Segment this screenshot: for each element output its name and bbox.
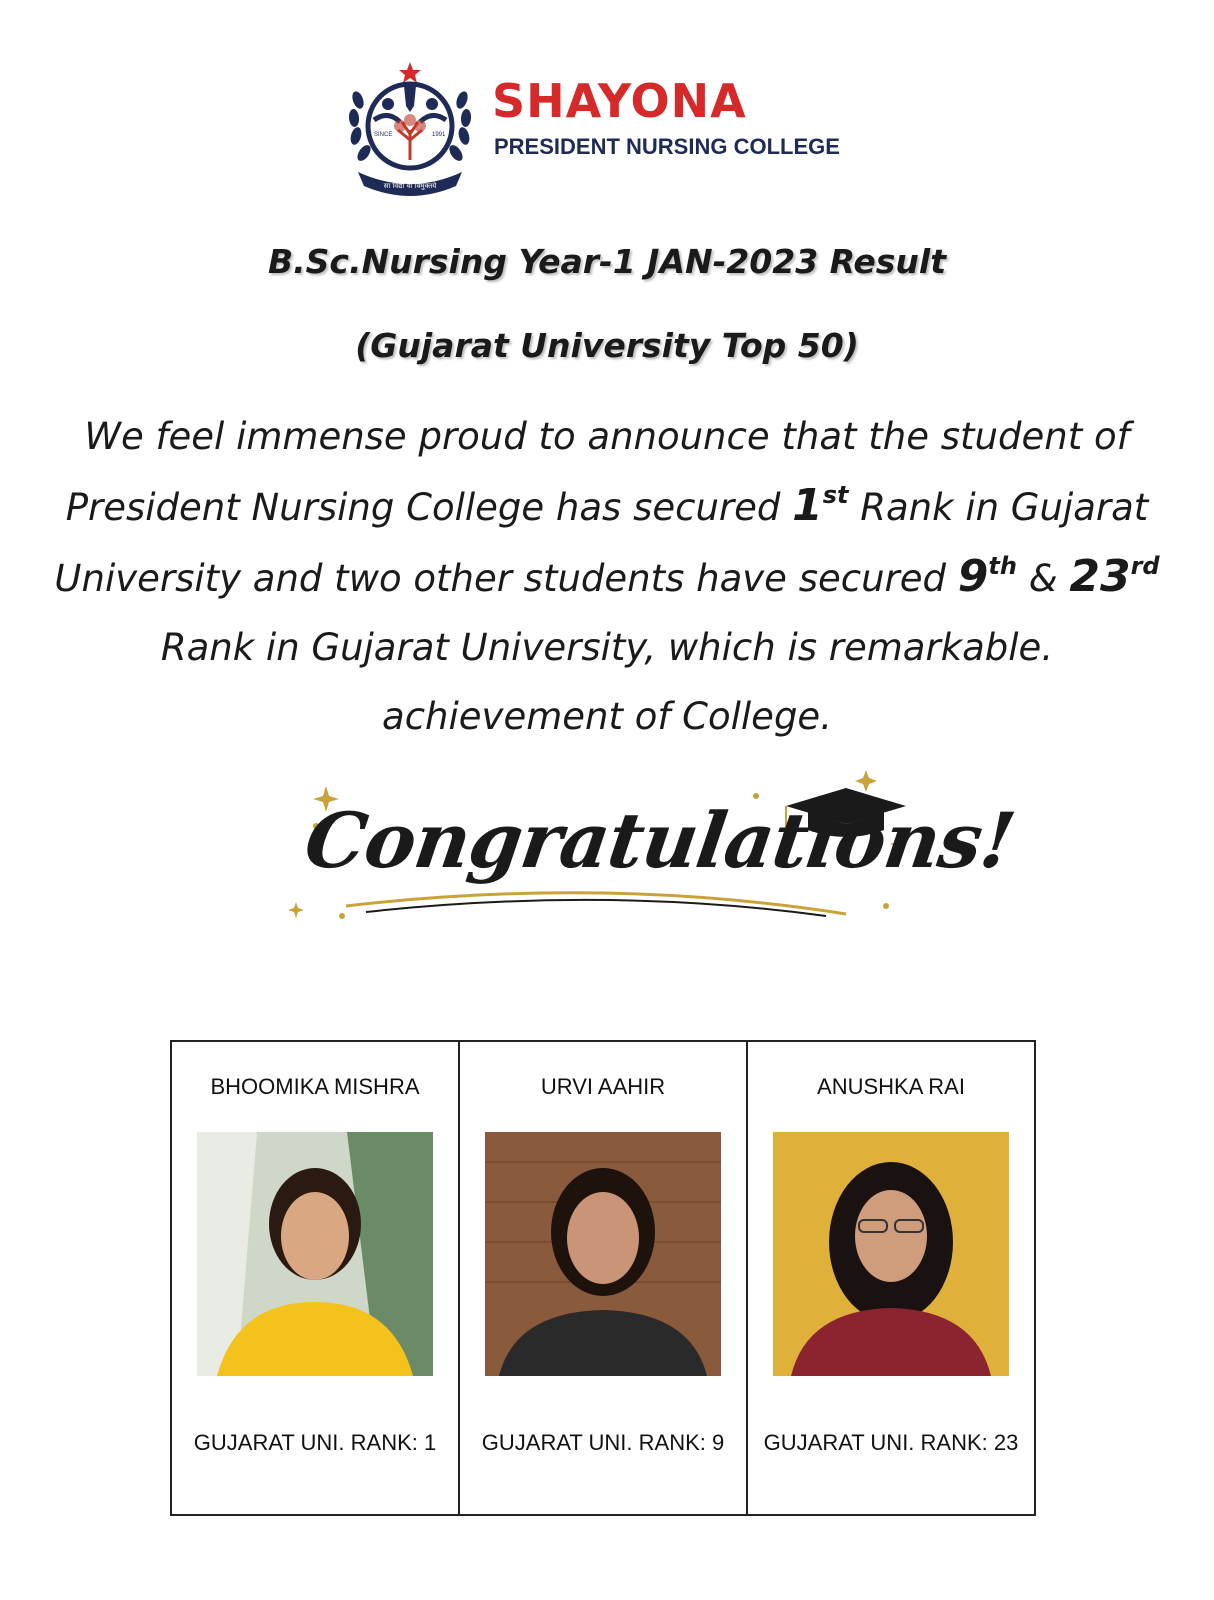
announcement-paragraph: We feel immense proud to announce that the student of President Nursing College has secured 1st Rank in Gujarat University and two other students have secured 9th & 23rd Rank in Gujarat University, which is remarkable. achievement of College.: [54, 415, 1160, 738]
student-photo: [197, 1132, 433, 1376]
college-header: [344, 60, 840, 200]
congratulations-text: Congratulations!: [299, 796, 1020, 885]
student-card: [748, 1042, 1034, 1514]
student-ranks-table: [170, 1040, 1036, 1516]
svg-text:SINCE: SINCE: [374, 132, 393, 138]
rank-9-number: 9: [957, 551, 989, 602]
svg-text:सा विद्या या विमुक्तये: सा विद्या या विमुक्तये: [383, 182, 437, 190]
college-emblem-logo: [344, 60, 476, 200]
student-rank-label: GUJARAT UNI. RANK: 9: [481, 1430, 725, 1455]
student-card: [172, 1042, 460, 1514]
rank-1-number: 1: [792, 480, 823, 531]
svg-text:1991: 1991: [432, 132, 446, 138]
congratulations-banner: [286, 766, 1020, 936]
college-brand-name: SHAYONA: [492, 74, 747, 128]
result-title: B.Sc.Nursing Year-1 JAN-2023 Result: [267, 242, 947, 281]
rank-23-number: 23: [1069, 551, 1131, 602]
student-name: ANUSHKA RAI: [817, 1074, 965, 1099]
student-rank-label: GUJARAT UNI. RANK: 1: [193, 1430, 437, 1455]
student-name: URVI AAHIR: [540, 1074, 666, 1099]
student-photo: [773, 1132, 1009, 1376]
student-photo: [485, 1132, 721, 1376]
student-rank-label: GUJARAT UNI. RANK: 23: [763, 1430, 1019, 1455]
result-subtitle: (Gujarat University Top 50): [355, 326, 859, 365]
student-card: [460, 1042, 748, 1514]
college-brand-subtitle: PRESIDENT NURSING COLLEGE: [494, 134, 840, 159]
student-name: BHOOMIKA MISHRA: [210, 1074, 420, 1099]
